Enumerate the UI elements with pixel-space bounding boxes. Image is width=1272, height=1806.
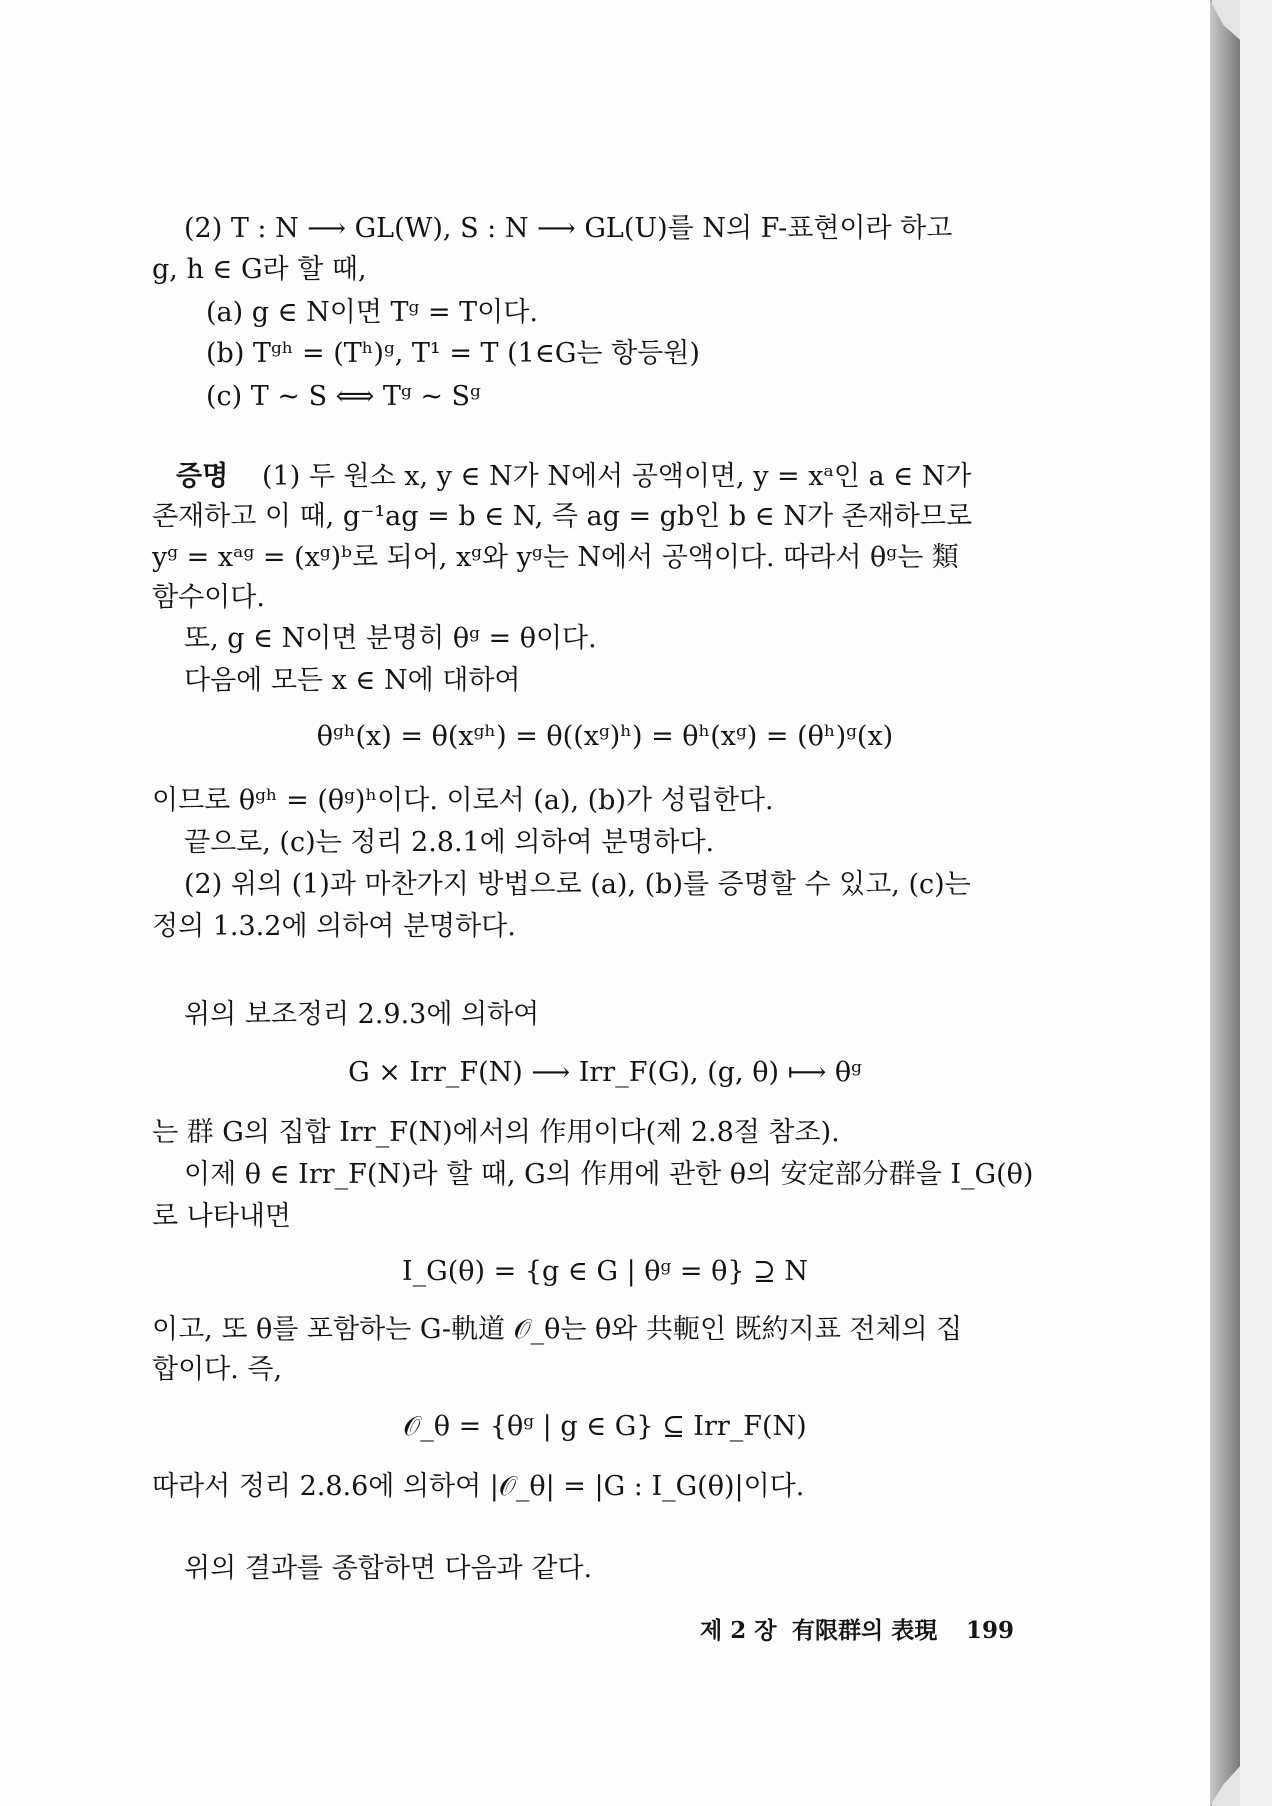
text-line-16: 정의 1.3.2에 의하여 분명하다. — [152, 911, 516, 942]
equation-4: 𝒪_θ = {θᵍ | g ∈ G} ⊆ Irr_F(N) — [403, 1411, 807, 1442]
footer-title: 有限群의 表現 — [792, 1617, 938, 1644]
background-margin — [1240, 0, 1272, 1806]
text-line-27: 위의 결과를 종합하면 다음과 같다. — [184, 1553, 593, 1584]
text-line-15: (2) 위의 (1)과 마찬가지 방법으로 (a), (b)를 증명할 수 있고, (c)는 — [184, 869, 971, 900]
text-line-19: 는 群 G의 집합 Irr_F(N)에서의 作用이다(제 2.8절 참조). — [152, 1117, 840, 1148]
text-line-7: 존재하고 이 때, g⁻¹ag = b ∈ N, 즉 ag = gb인 b ∈ N가 존재하므로 — [152, 501, 973, 532]
text-line-4: (b) Tᵍʰ = (Tʰ)ᵍ, T¹ = T (1∈G는 항등원) — [206, 338, 700, 369]
proof-heading: 증명 — [176, 461, 229, 492]
text-line-14: 끝으로, (c)는 정리 2.8.1에 의하여 분명하다. — [184, 827, 715, 858]
text-line-10: 또, g ∈ N이면 분명히 θᵍ = θ이다. — [184, 623, 597, 654]
footer-page-number: 199 — [966, 1617, 1015, 1644]
footer-chapter: 제 2 장 — [700, 1617, 777, 1644]
text-line-2: g, h ∈ G라 할 때, — [152, 254, 367, 285]
text-line-3: (a) g ∈ N이면 Tᵍ = T이다. — [206, 297, 538, 328]
equation-3: I_G(θ) = {g ∈ G | θᵍ = θ} ⊇ N — [402, 1256, 808, 1287]
equation-2: G × Irr_F(N) ⟶ Irr_F(G), (g, θ) ⟼ θᵍ — [348, 1057, 862, 1088]
text-line-21: 로 나타내면 — [152, 1201, 291, 1232]
equation-1: θᵍʰ(x) = θ(xᵍʰ) = θ((xᵍ)ʰ) = θʰ(xᵍ) = (θʰ)ᵍ(x) — [316, 721, 894, 752]
text-line-5: (c) T ~ S ⟺ Tᵍ ~ Sᵍ — [206, 381, 481, 412]
text-line-24: 합이다. 즉, — [152, 1354, 283, 1385]
text-line-11: 다음에 모든 x ∈ N에 대하여 — [184, 665, 521, 696]
text-line-1: (2) T : N ⟶ GL(W), S : N ⟶ GL(U)를 N의 F-표현이라 하고 — [184, 213, 953, 244]
text-line-13: 이므로 θᵍʰ = (θᵍ)ʰ이다. 이로서 (a), (b)가 성립한다. — [152, 785, 774, 816]
text-line-20: 이제 θ ∈ Irr_F(N)라 할 때, G의 作用에 관한 θ의 安定部分群을 I_G(θ) — [184, 1159, 1034, 1190]
text-line-17: 위의 보조정리 2.9.3에 의하여 — [184, 999, 540, 1030]
text-line-26: 따라서 정리 2.8.6에 의하여 |𝒪_θ| = |G : I_G(θ)|이다. — [152, 1471, 805, 1502]
text-line-8: yᵍ = xᵃᵍ = (xᵍ)ᵇ로 되어, xᵍ와 yᵍ는 N에서 공액이다. 따라서 θᵍ는 類 — [152, 542, 959, 573]
text-line-6: (1) 두 원소 x, y ∈ N가 N에서 공액이면, y = xᵃ인 a ∈ N가 — [262, 461, 972, 492]
text-line-23: 이고, 또 θ를 포함하는 G-軌道 𝒪_θ는 θ와 共軛인 既約지표 전체의 집 — [152, 1314, 963, 1345]
text-line-9: 함수이다. — [152, 582, 265, 613]
page-stack-edge — [1210, 0, 1240, 1806]
